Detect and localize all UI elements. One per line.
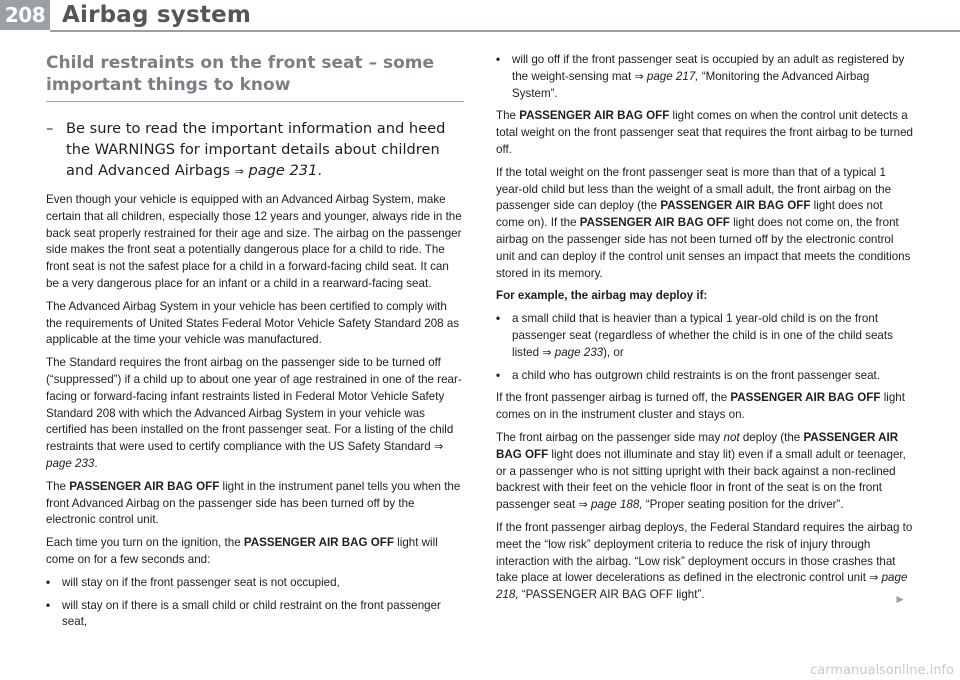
page-ref-link[interactable]: page 188,	[590, 498, 643, 512]
instruction-text: Be sure to read the important information and heed the WARNINGS for important details about children and Advanced Airbags ⇒ page 231.	[66, 120, 446, 179]
page-ref-arrow-icon: ⇒	[234, 165, 244, 178]
page-ref-arrow-icon: ⇒	[869, 572, 879, 585]
page-ref-link[interactable]: page 218,	[496, 571, 908, 602]
bullet-item: • a small child that is heavier than a typical 1 year-old child is on the front passenger seat (regardless of whether the child is in one of the child seats listed ⇒ page 233), or	[496, 311, 914, 361]
left-column	[46, 52, 464, 637]
instruction-dash: –	[46, 120, 54, 137]
paragraph: If the front passenger airbag is turned off, the PASSENGER AIR BAG OFF light comes on in the instrument cluster and stays on.	[496, 391, 905, 422]
bullet-icon: •	[46, 575, 51, 589]
bullet-icon: •	[496, 312, 501, 326]
page-ref-link[interactable]: page 233	[46, 456, 95, 470]
bullet-icon: •	[496, 368, 501, 382]
paragraph: Each time you turn on the ignition, the PASSENGER AIR BAG OFF light will come on for a few seconds and:	[46, 536, 438, 566]
page-ref-link[interactable]: page 217,	[646, 69, 699, 83]
bullet-item: • will stay on if the front passenger seat is not occupied,	[46, 575, 464, 592]
instruction-item	[46, 118, 464, 182]
paragraph: The PASSENGER AIR BAG OFF light in the instrument panel tells you when the front Advanced Airbag on the passenger side has been turned off by the electronic control unit.	[46, 479, 461, 527]
paragraph: If the total weight on the front passenger seat is more than that of a typical 1 year-old child but less than the weight of a small adult, the front airbag on the passenger side can deploy (the PASSENGER AIR BAG OFF light does not come on). If the PASSENGER AIR BAG OFF light does not come on, the front airbag on the passenger side has not been turned off by the electronic control unit and can deploy if the control unit senses an impact that meets the conditions stored in its memory.	[496, 165, 911, 280]
page-ref-link[interactable]: page 231	[248, 162, 318, 179]
page-title: Airbag system	[62, 2, 252, 28]
continue-arrow-icon: ►	[894, 592, 906, 607]
example-heading: For example, the airbag may deploy if:	[496, 289, 708, 303]
watermark: carmanualsonline.info	[810, 663, 954, 678]
paragraph: The front airbag on the passenger side may not deploy (the PASSENGER AIR BAG OFF light does not illuminate and stay lit) even if a small adult or teenager, or a passenger who is not sitting upright with their back against a non-reclined backrest with their feet on the vehicle floor in front of the seat is on the front passenger seat ⇒ page 188, “Proper seating position for the driver”.	[496, 430, 906, 512]
page-ref-arrow-icon: ⇒	[578, 499, 588, 512]
section-heading: Child restraints on the front seat – some important things to know	[46, 52, 464, 102]
paragraph: The PASSENGER AIR BAG OFF light comes on when the control unit detects a total weight on the front passenger seat that requires the front airbag to be turned off.	[496, 109, 913, 156]
page-ref-arrow-icon: ⇒	[634, 70, 644, 83]
paragraph: If the front passenger airbag deploys, the Federal Standard requires the airbag to meet the “low risk” deployment criteria to reduce the risk of injury through interaction with the airbag. “Low risk” deployment occurs in those crashes that take place at lower decelerations as defined in the electronic control unit ⇒ page 218, “PASSENGER AIR BAG OFF light”. ►	[496, 520, 913, 607]
bullet-icon: •	[46, 598, 51, 612]
bullet-item: • will stay on if there is a small child or child restraint on the front passenger seat,	[46, 598, 464, 632]
paragraph: The Standard requires the front airbag on the passenger side to be turned off (“suppressed”) if a child up to about one year of age restrained in one of the rear-facing or forward-facing infant restraints listed in Federal Motor Vehicle Safety Standard 208 with which the Advanced Airbag System in your vehicle was certified has been installed on the front passenger seat. For a listing of the child restraints that were used to certify compliance with the US Safety Standard ⇒ page 233.	[46, 356, 462, 470]
paragraph: Even though your vehicle is equipped with an Advanced Airbag System, make certain that all children, especially those 12 years and younger, always ride in the back seat properly restrained for their age and size. The airbag on the passenger side makes the front seat a potentially dangerous place for a child to ride. The front seat is not the safest place for a child in a forward-facing child seat. It can be a very dangerous place for an infant or a child in a rearward-facing seat.	[46, 193, 462, 290]
page-number: 208	[0, 0, 50, 30]
paragraph: The Advanced Airbag System in your vehicle has been certified to comply with the requirements of United States Federal Motor Vehicle Safety Standard 208 as applicable at the time your vehicle was manufactured.	[46, 299, 460, 347]
page-ref-arrow-icon: ⇒	[542, 346, 552, 359]
bullet-icon: •	[496, 53, 501, 66]
page-ref-arrow-icon: ⇒	[433, 441, 444, 454]
page-ref-link[interactable]: page 233	[554, 345, 604, 359]
header-divider	[50, 30, 960, 32]
right-column	[496, 52, 914, 610]
bullet-item: • will go off if the front passenger seat is occupied by an adult as registered by the weight-sensing mat ⇒ page 217, “Monitoring the Advanced Airbag System”.	[496, 52, 914, 102]
bullet-item: • a child who has outgrown child restraints is on the front passenger seat.	[496, 368, 914, 385]
